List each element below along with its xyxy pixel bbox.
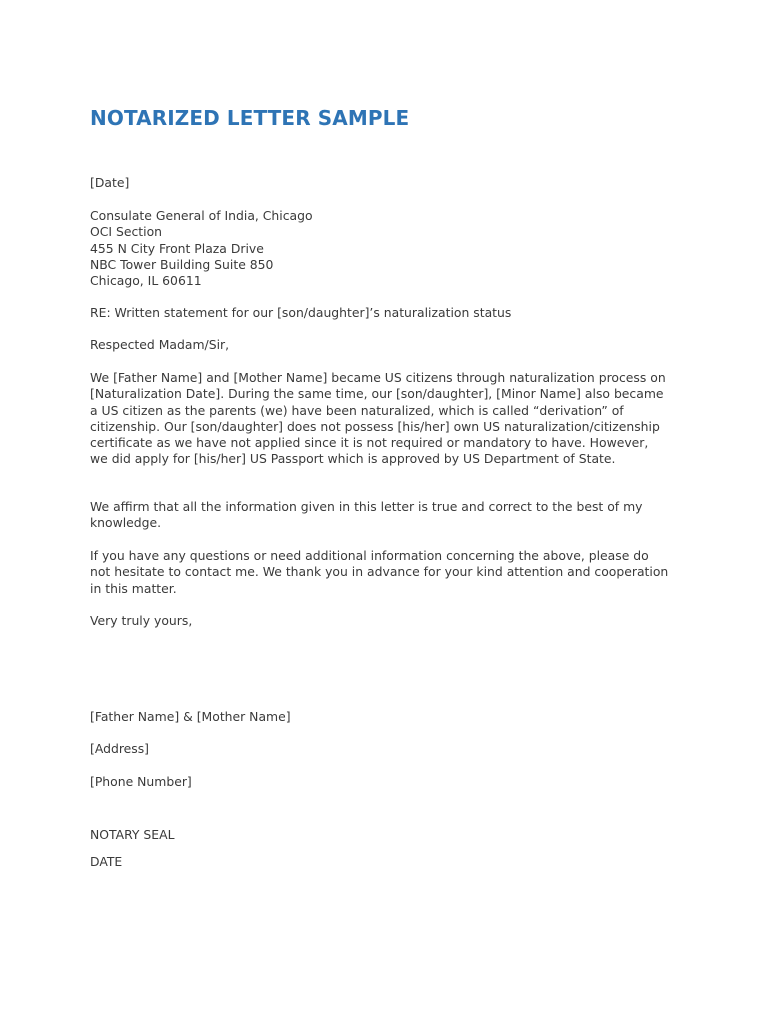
paragraph-line: not hesitate to contact me. We thank you in advance for your kind attention and cooperation bbox=[90, 564, 669, 580]
signer-address: [Address] bbox=[90, 741, 150, 756]
body-paragraph-1 bbox=[90, 370, 690, 468]
signer-names: [Father Name] & [Mother Name] bbox=[90, 709, 291, 724]
recipient-address bbox=[90, 208, 690, 289]
notary-date: DATE bbox=[90, 854, 123, 869]
paragraph-line: citizenship. Our [son/daughter] does not possess [his/her] own US naturalization/citizenship bbox=[90, 418, 660, 434]
body-paragraph-3 bbox=[90, 548, 690, 597]
paragraph-line: [Naturalization Date]. During the same time, our [son/daughter], [Minor Name] also became bbox=[90, 386, 664, 402]
paragraph-line: We affirm that all the information given in this letter is true and correct to the best of my bbox=[90, 499, 643, 514]
letter-date: [Date] bbox=[90, 175, 130, 190]
subject-line: RE: Written statement for our [son/daughter]’s naturalization status bbox=[90, 305, 512, 320]
paragraph-line: we did apply for [his/her] US Passport which is approved by US Department of State. bbox=[90, 451, 616, 467]
salutation: Respected Madam/Sir, bbox=[90, 337, 230, 352]
paragraph-line: in this matter. bbox=[90, 580, 177, 596]
recipient-line: NBC Tower Building Suite 850 bbox=[90, 256, 274, 272]
paragraph-line: If you have any questions or need additional information concerning the above, please do bbox=[90, 548, 649, 563]
body-paragraph-2 bbox=[90, 499, 690, 532]
recipient-line: Chicago, IL 60611 bbox=[90, 273, 202, 289]
notary-seal: NOTARY SEAL bbox=[90, 827, 175, 842]
paragraph-line: certificate as we have not applied since it is not required or mandatory to have. However, bbox=[90, 435, 649, 451]
signer-phone: [Phone Number] bbox=[90, 774, 192, 789]
recipient-line: 455 N City Front Plaza Drive bbox=[90, 240, 264, 256]
paragraph-line: knowledge. bbox=[90, 515, 162, 531]
document-title: NOTARIZED LETTER SAMPLE bbox=[90, 106, 410, 130]
recipient-line: Consulate General of India, Chicago bbox=[90, 208, 313, 223]
paragraph-line: a US citizen as the parents (we) have been naturalized, which is called “derivation” of bbox=[90, 402, 624, 418]
closing: Very truly yours, bbox=[90, 613, 193, 628]
paragraph-line: We [Father Name] and [Mother Name] became US citizens through naturalization process on bbox=[90, 370, 666, 385]
recipient-line: OCI Section bbox=[90, 224, 163, 240]
